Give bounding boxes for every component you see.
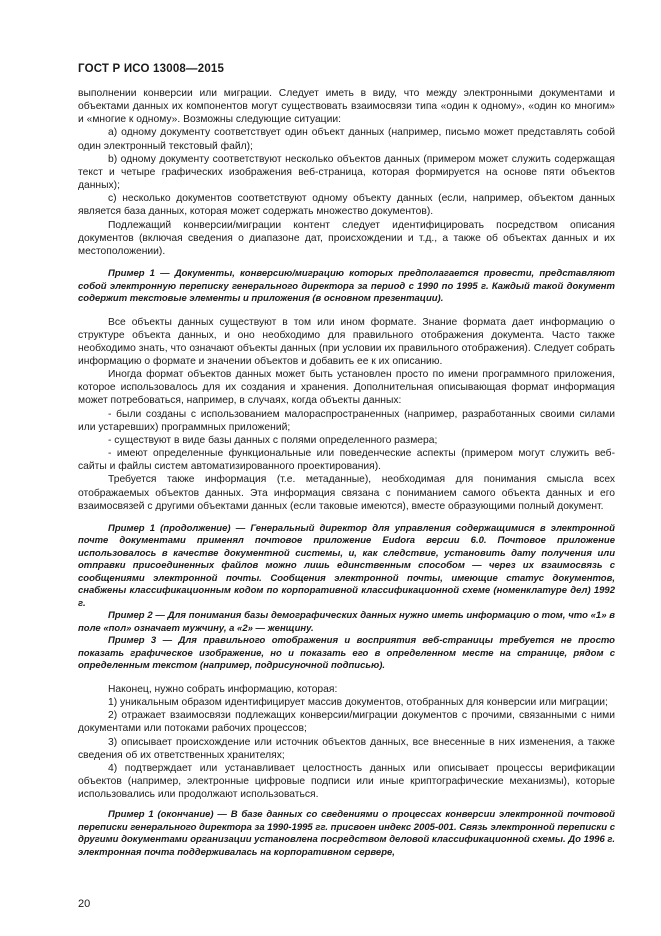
paragraph: Требуется также информация (т.е. метаданные), необходимая для понимания смысла всех отображаемых объектов данных. Эта информация связана с пониманием самого объекта данных и его взаимосвязей с другими объектами данных (если таковые имеются), вместе образующими полный документ. xyxy=(78,474,615,512)
paragraph: Наконец, нужно собрать информацию, которая: xyxy=(108,683,338,695)
document-body xyxy=(78,87,615,859)
paragraph: выполнении конверсии или миграции. Следует иметь в виду, что между электронными документами и объектами данных их компонентов могут существовать взаимосвязи типа «один к одному», «один ко многим» и «многие к одному». Возможны следующие ситуации: xyxy=(78,88,615,126)
list-item: 4) подтверждает или устанавливает целостность данных или описывает процессы верификации объектов (например, электронные цифровые подписи или иные криптографические механизмы), которые использовались или продолжают использоваться. xyxy=(78,762,615,801)
document-header: ГОСТ Р ИСО 13008—2015 xyxy=(78,63,225,75)
list-item: 3) описывает происхождение или источник объектов данных, все внесенные в них изменения, а также сведения об их ответственных хранителях; xyxy=(78,736,615,761)
list-item: 1) уникальным образом идентифицирует массив документов, отобранных для конверсии или миграции; xyxy=(108,697,608,709)
list-item: 2) отражает взаимосвязи подлежащих конверсии/миграции документов с прочими, связанными с ними документами или потоками рабочих процессов; xyxy=(78,710,615,735)
list-item: а) одному документу соответствует один объект данных (например, письмо может представлять собой один электронный текстовый файл); xyxy=(78,127,615,152)
example-note: Пример 2 — Для понимания базы демографических данных нужно иметь информацию о том, что «1» в поле «пол» означает мужчину, а «2» — женщину. xyxy=(78,610,615,634)
list-item: с) несколько документов соответствуют одному объекту данных (если, например, объектом данных является база данных, которая может содержать множество документов). xyxy=(78,193,615,218)
paragraph: Все объекты данных существуют в том или ином формате. Знание формата дает информацию о структуре объекта данных, и оно необходимо для правильного отображения документа. Часто также необходимо знать, что означают объекты данных (при условии их правильного отображения). Следует собрать информацию о формате и значении объектов и добавить ее к их описанию. xyxy=(78,316,615,367)
example-note: Пример 3 — Для правильного отображения и восприятия веб-страницы требуется не просто показать графическое изображение, но и показать его в определенном месте на странице, рядом с определенным текстом (например, подрисуночной подписью). xyxy=(78,635,615,672)
page-number: 20 xyxy=(78,898,91,910)
example-note: Пример 1 (продолжение) — Генеральный директор для управления содержащимися в электронной почте документами применял почтовое приложение Eudora версии 6.0. Почтовое приложение использовалось в качестве документной системы, и, как следствие, установить дату получения или отправки присоединенных файлов можно лишь единственным способом — через их взаимосвязь с сообщениями электронной почты. Сообщения электронной почты, имеющие статус документов, снабжены классификационным кодом по корпоративной классификационной схеме (номенклатуре дел) 1992 г. xyxy=(78,522,615,609)
example-note: Пример 1 (окончание) — В базе данных со сведениями о процессах конверсии электронной почтовой переписки генерального директора за 1990-1995 гг. присвоен индекс 2005-001. Связь электронной переписки с другими документами организации установлена посредством деловой классификационной схемы. До 1996 г. электронная почта поддерживалась на корпоративном сервере, xyxy=(78,809,615,858)
list-item: b) одному документу соответствуют несколько объектов данных (примером может служить содержащая текст и четыре графических изображения веб-страница, которая формируется на основе пяти объектов данных); xyxy=(78,153,615,192)
paragraph: Подлежащий конверсии/миграции контент следует идентифицировать посредством описания документов (включая сведения о диапазоне дат, происхождении и т.д., а также об объектах данных и их местоположении). xyxy=(78,219,615,257)
bullet-item: - существуют в виде базы данных с полями определенного размера; xyxy=(108,434,438,446)
bullet-item: - были созданы с использованием малораспространенных (например, разработанных своими силами или устаревших) программных приложений; xyxy=(78,408,615,433)
bullet-item: - имеют определенные функциональные или поведенческие аспекты (примером могут служить веб-сайты и файлы систем автоматизированного проектирования). xyxy=(78,448,615,473)
example-note: Пример 1 — Документы, конверсию/миграцию которых предполагается провести, представляют собой электронную переписку генерального директора за период с 1990 по 1995 г. Каждый такой документ содержит текстовые элементы и приложения (в основном презентации). xyxy=(78,268,615,305)
paragraph: Иногда формат объектов данных может быть установлен просто по имени программного приложения, которое использовалось для их создания и хранения. Дополнительная описывающая формат информация может потребоваться, например, в случаях, когда объекты данных: xyxy=(78,369,615,407)
